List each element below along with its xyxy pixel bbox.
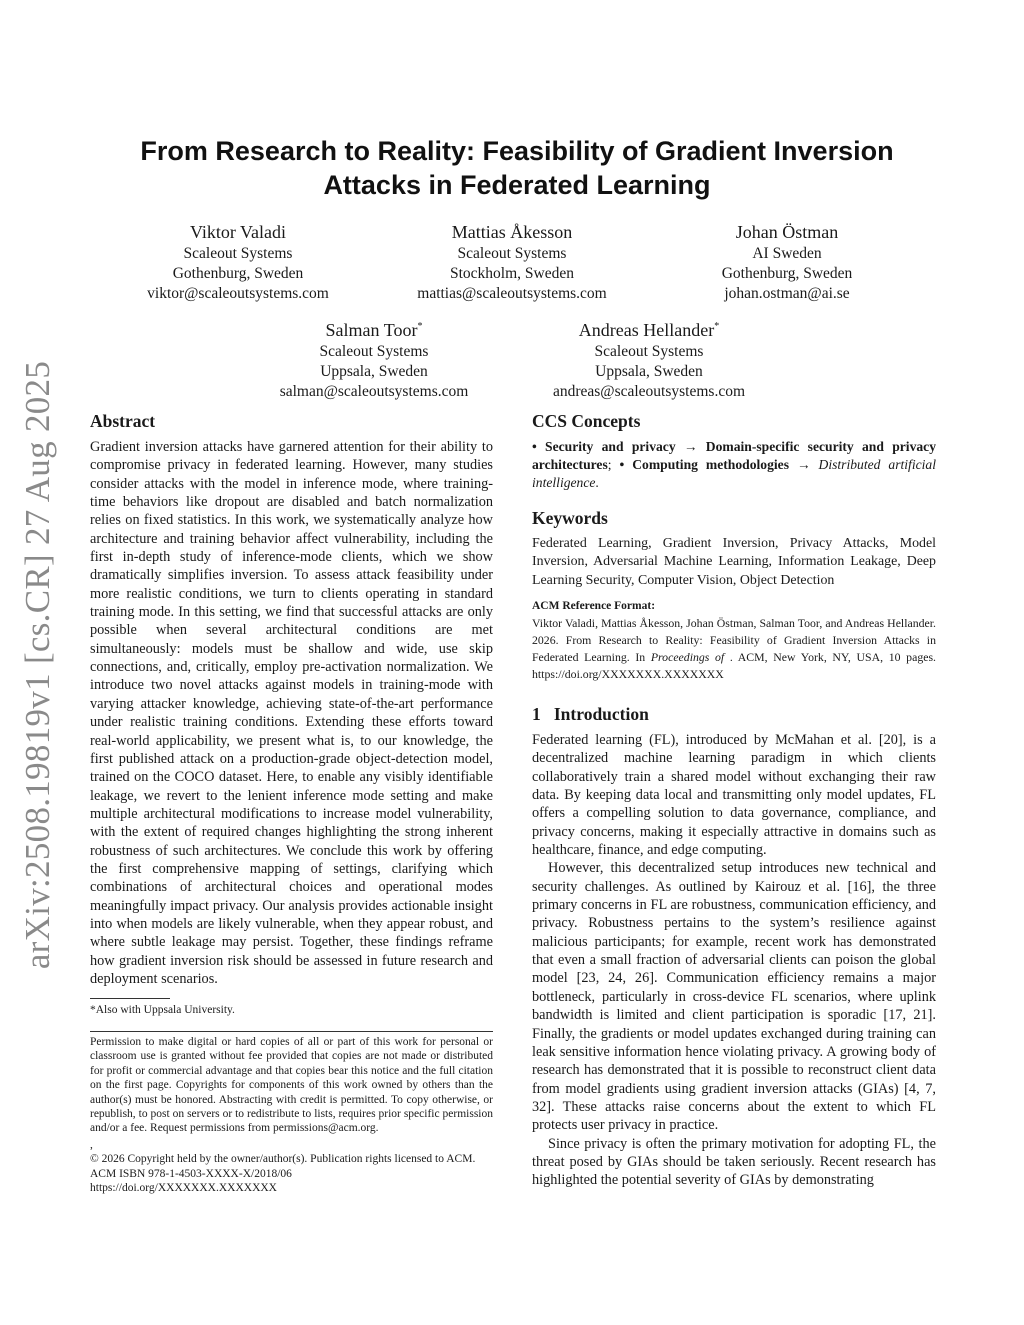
author-affiliation: AI Sweden [752,245,822,262]
author-block [722,218,853,304]
author-name: Johan Östman [735,222,839,242]
isbn-text: ACM ISBN 978-1-4503-XXXX-X/2018/06 [90,1167,292,1180]
ccs-text [532,438,936,492]
author-email[interactable]: johan.ostman@ai.se [724,285,850,302]
author-email[interactable]: mattias@scaleoutsystems.com [417,285,607,302]
footnote-text: *Also with Uppsala University. [90,1004,235,1016]
author-footnote-mark: * [714,321,720,332]
ccs-concept-1: • Security and privacy → Domain-specific security and privacy architectures [532,439,936,472]
introduction-section [532,704,936,1190]
paper-title-line-2: Attacks in Federated Learning [323,170,711,200]
doi-link[interactable]: https://doi.org/XXXXXXX.XXXXXXX [90,1182,277,1195]
keywords-section [532,508,936,590]
abstract-heading: Abstract [90,411,156,431]
copyright-text: © 2026 Copyright held by the owner/author(s). Publication rights licensed to ACM. [90,1153,476,1166]
abstract-section [90,411,493,988]
keywords-text: Federated Learning, Gradient Inversion, Privacy Attacks, Model Inversion, Adversarial Machine Learning, Information Leakage, Deep Learning Security, Computer Vision, Object Detection [532,536,936,588]
acm-reference-part-b: . ACM, New York, NY, USA, 10 pages. https://doi.org/XXXXXXX.XXXXXXX [532,650,936,681]
author-affiliation: Scaleout Systems [457,245,567,262]
footnote [90,1003,493,1017]
author-location: Stockholm, Sweden [449,265,574,282]
author-affiliation: Scaleout Systems [183,245,293,262]
introduction-heading [532,704,936,725]
abstract-text: Gradient inversion attacks have garnered attention for their ability to compromise privacy in federated learning. However, many studies consider attacks with the model in inference mode, where training-time behaviors like dropout are disabled and batch normalization relies on fixed statistics. In this work, we systematically analyze how architecture and training behavior affect vulnerability, including the first in-depth study of inference-mode clients, which we show dramatically simplifies inversion. To assess attack feasibility under more realistic conditions, we turn to clients operating in standard training mode. In this setting, we find that successful attacks are only possible when several architectural conditions are met simultaneously: models must be shallow and wide, use skip connections, and, critically, employ pre-activation normalization. We introduce two novel attacks against models in training-mode with varying attacker knowledge, achieving state-of-the-art performance under realistic training conditions. Extending these efforts toward real-world applicability, we present what is, to our knowledge, the first published attack on a production-grade object-detection model, trained on the COCO dataset. Here, to enable any visibly identifiable leakage, we revert to the lenient inference mode setting and make multiple architectural modifications to increase model vulnerability, with the extent of required changes highlighting the strong inherent robustness of such architectures. We conclude this work by offering the first comprehensive mapping of settings, clarifying which combinations of architectural choices and operational modes meaningfully impact privacy. Our analysis provides actionable insight into when models are likely vulnerable, when they appear robust, and where subtle leakage may persist. Together, these findings reframe how gradient inversion risk should be assessed in future research and deployment scenarios. [90,439,493,987]
author-location: Gothenburg, Sweden [721,265,853,282]
ccs-concept-2: • Computing methodologies → [619,457,811,472]
permission-text: Permission to make digital or hard copies of all or part of this work for personal or classroom use is granted without fee provided that copies are not made or distributed for profit or commercial advantage and that copies bear this notice and the full citation on the first page. Copyrights for components of this work owned by others than the author(s) must be honored. Abstracting with credit is permitted. To copy otherwise, or republish, to post on servers or to redistribute to lists, requires prior specific permission and/or a fee. Request permissions from permissions@acm.org. [90,1036,493,1135]
acm-reference-venue: Proceedings of [650,650,725,664]
permission-rule [90,1031,493,1032]
keywords-heading: Keywords [532,508,608,528]
intro-paragraph-1: Federated learning (FL), introduced by McMahan et al. [20], is a decentralized machine learning paradigm in which clients collaboratively train a shared model without exchanging their raw data. By keeping data local and transmitting only model updates, FL offers a compelling solution to data governance, compliance, and privacy concerns, making it especially attractive in domains such as healthcare, finance, and edge computing. [532,732,936,859]
acm-reference-part-a: Viktor Valadi, Mattias Åkesson, Johan Östman, Salman Toor, and Andreas Hellander. 2026. From Research to Reality: Feasibility of Gradient Inversion Attacks in Federated Learning. In [532,616,936,664]
author-location: Uppsala, Sweden [595,363,703,380]
ccs-separator: ; [607,457,620,472]
author-affiliation: Scaleout Systems [319,343,429,360]
author-block [147,218,329,304]
ccs-end: . [595,475,599,490]
permission-block [90,1035,493,1195]
paper-title [100,134,934,202]
section-title: Introduction [553,704,649,724]
author-name: Salman Toor [325,320,418,340]
author-block [280,316,469,402]
section-number: 1 [532,704,541,724]
arxiv-identifier-text: arXiv:2508.19819v1 [cs.CR] 27 Aug 2025 [18,360,58,970]
acm-reference-heading: ACM Reference Format: [532,600,656,612]
author-block [553,316,745,402]
author-email[interactable]: andreas@scaleoutsystems.com [552,383,746,400]
author-name: Mattias Åkesson [451,222,573,242]
arxiv-identifier [8,360,68,970]
footnote-rule [90,998,170,999]
author-email[interactable]: viktor@scaleoutsystems.com [147,285,329,302]
author-footnote-mark: * [417,321,423,332]
author-email[interactable]: salman@scaleoutsystems.com [279,383,469,400]
author-name: Viktor Valadi [189,222,287,242]
author-location: Gothenburg, Sweden [172,265,304,282]
author-affiliation: Scaleout Systems [594,343,704,360]
ccs-concept-2-detail: Distributed artificial intelligence [532,457,936,490]
paper-title-line-1: From Research to Reality: Feasibility of Gradient Inversion [140,136,894,166]
acm-reference-text [532,615,936,682]
intro-paragraph-3: Since privacy is often the primary motivation for adopting FL, the threat posed by GIAs should be taken seriously. Recent research has highlighted the potential severity of GIAs by demonstrating [532,1135,936,1189]
author-location: Uppsala, Sweden [320,363,428,380]
ccs-heading: CCS Concepts [532,411,641,431]
author-block [417,218,606,304]
copyright-comma: , [90,1138,93,1151]
ccs-section [532,411,936,492]
author-name: Andreas Hellander [578,320,715,340]
intro-paragraph-2: However, this decentralized setup introduces new technical and security challenges. As outlined by Kairouz et al. [16], the three primary concerns in FL are robustness, communication efficiency, and privacy. Robustness pertains to the system’s resilience against malicious participants; for example, recent work has demonstrated that even a small fraction of adversarial clients can poison the global model [23, 24, 26]. Communication efficiency remains a major bottleneck, particularly in cross-device FL scenarios, where uplink bandwidth is limited and client participation is sporadic [17, 21]. Finally, the gradients or model updates exchanged during training can leak sensitive information hence violating privacy. A growing body of research has demonstrated that it is possible to reconstruct client data from model gradients using gradient inversion attacks (GIAs) [4, 7, 32]. These attacks raise concerns about the extent to which FL protects user privacy in practice. [532,860,936,1134]
acm-reference-section [532,599,936,683]
